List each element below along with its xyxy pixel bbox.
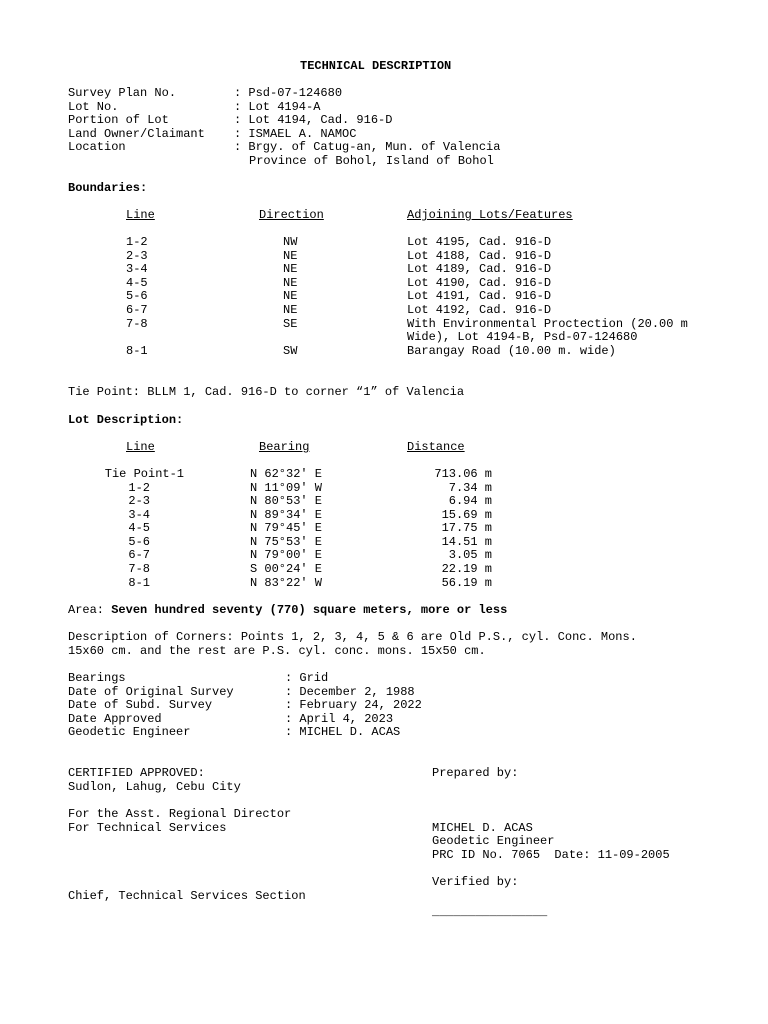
area-line — [68, 604, 507, 618]
original-survey-label: Date of Original Survey — [68, 685, 234, 699]
boundary-line: 6-7 — [126, 303, 148, 317]
lot-line: 6-7 — [128, 548, 150, 562]
lot-col-line: Line — [126, 440, 155, 454]
lot-bearing: N 89°34' E — [250, 508, 323, 522]
boundary-direction: NE — [283, 262, 298, 276]
boundary-direction: NW — [283, 235, 298, 249]
prc-id: PRC ID No. 7065 Date: 11-09-2005 — [432, 848, 670, 862]
lot-no-label: Lot No. — [68, 100, 119, 114]
subd-survey-value: : February 24, 2022 — [285, 698, 422, 712]
portion-label: Portion of Lot — [68, 113, 169, 127]
boundary-line: 7-8 — [126, 317, 148, 331]
lot-line: 5-6 — [128, 535, 150, 549]
boundary-direction: NE — [283, 276, 298, 290]
chief-technical-services: Chief, Technical Services Section — [68, 889, 306, 903]
lot-distance: 17.75 m — [441, 521, 492, 535]
lot-line: Tie Point-1 — [104, 467, 184, 481]
tie-point: Tie Point: BLLM 1, Cad. 916-D to corner “1” of Valencia — [68, 385, 465, 399]
certified-approved: CERTIFIED APPROVED: — [68, 766, 205, 780]
boundary-direction: SE — [283, 317, 298, 331]
boundaries-heading: Boundaries: — [68, 181, 148, 195]
area-value: Seven hundred seventy (770) square meters, more or less — [111, 603, 508, 617]
boundary-line: 8-1 — [126, 344, 148, 358]
boundaries-col-line: Line — [126, 208, 155, 222]
boundary-line: 2-3 — [126, 249, 148, 263]
boundary-direction: NE — [283, 289, 298, 303]
geodetic-engineer-label: Geodetic Engineer — [68, 725, 191, 739]
boundary-adjoining: Lot 4190, Cad. 916-D — [407, 276, 552, 290]
lot-col-distance: Distance — [407, 440, 465, 454]
boundary-direction: NE — [283, 303, 298, 317]
lot-distance: 6.94 m — [448, 494, 492, 508]
verified-by: Verified by: — [432, 875, 519, 889]
boundary-adjoining: Lot 4189, Cad. 916-D — [407, 262, 552, 276]
lot-bearing: N 79°45' E — [250, 521, 323, 535]
for-asst-director: For the Asst. Regional Director — [68, 807, 292, 821]
lot-description-heading: Lot Description: — [68, 413, 184, 427]
boundary-line: 1-2 — [126, 235, 148, 249]
owner-value: : ISMAEL A. NAMOC — [234, 127, 357, 141]
boundary-line: 3-4 — [126, 262, 148, 276]
geodetic-engineer-value: : MICHEL D. ACAS — [285, 725, 401, 739]
lot-distance: 14.51 m — [441, 535, 492, 549]
prepared-by: Prepared by: — [432, 766, 519, 780]
lot-line: 1-2 — [128, 481, 150, 495]
original-survey-value: : December 2, 1988 — [285, 685, 415, 699]
bearings-label: Bearings — [68, 671, 126, 685]
date-approved-value: : April 4, 2023 — [285, 712, 394, 726]
location-value: : Brgy. of Catug-an, Mun. of Valencia — [234, 140, 501, 154]
boundaries-col-adjoining: Adjoining Lots/Features — [407, 208, 573, 222]
lot-distance: 15.69 m — [441, 508, 492, 522]
subd-survey-label: Date of Subd. Survey — [68, 698, 213, 712]
corners-line2: 15x60 cm. and the rest are P.S. cyl. conc. mons. 15x50 cm. — [68, 644, 486, 658]
lot-distance: 3.05 m — [448, 548, 492, 562]
lot-bearing: N 62°32' E — [250, 467, 323, 481]
boundary-adjoining: Barangay Road (10.00 m. wide) — [407, 344, 616, 358]
lot-distance: 713.06 m — [434, 467, 492, 481]
boundary-adjoining: Wide), Lot 4194-B, Psd-07-124680 — [407, 330, 638, 344]
lot-bearing: N 75°53' E — [250, 535, 323, 549]
lot-line: 7-8 — [128, 562, 150, 576]
engineer-name: MICHEL D. ACAS — [432, 821, 533, 835]
boundary-direction: NE — [283, 249, 298, 263]
date-approved-label: Date Approved — [68, 712, 162, 726]
boundary-adjoining: With Environmental Proctection (20.00 m — [407, 317, 688, 331]
lot-distance: 56.19 m — [441, 576, 492, 590]
lot-bearing: N 11°09' W — [250, 481, 323, 495]
corners-line1: Description of Corners: Points 1, 2, 3, 4, 5 & 6 are Old P.S., cyl. Conc. Mons. — [68, 630, 637, 644]
boundary-direction: SW — [283, 344, 298, 358]
signature-line: ________________ — [432, 905, 548, 919]
lot-bearing: N 80°53' E — [250, 494, 323, 508]
lot-line: 3-4 — [128, 508, 150, 522]
certified-address: Sudlon, Lahug, Cebu City — [68, 780, 241, 794]
lot-line: 4-5 — [128, 521, 150, 535]
boundary-adjoining: Lot 4195, Cad. 916-D — [407, 235, 552, 249]
owner-label: Land Owner/Claimant — [68, 127, 205, 141]
lot-distance: 22.19 m — [441, 562, 492, 576]
document-title: TECHNICAL DESCRIPTION — [300, 59, 452, 73]
area-label: Area: — [68, 603, 105, 617]
boundary-adjoining: Lot 4188, Cad. 916-D — [407, 249, 552, 263]
boundary-line: 4-5 — [126, 276, 148, 290]
lot-distance: 7.34 m — [448, 481, 492, 495]
portion-value: : Lot 4194, Cad. 916-D — [234, 113, 393, 127]
for-technical-services: For Technical Services — [68, 821, 227, 835]
boundary-line: 5-6 — [126, 289, 148, 303]
engineer-title: Geodetic Engineer — [432, 834, 555, 848]
location-label: Location — [68, 140, 126, 154]
boundary-adjoining: Lot 4191, Cad. 916-D — [407, 289, 552, 303]
lot-line: 2-3 — [128, 494, 150, 508]
survey-plan-label: Survey Plan No. — [68, 86, 177, 100]
boundaries-col-direction: Direction — [259, 208, 324, 222]
survey-plan-value: : Psd-07-124680 — [234, 86, 343, 100]
lot-line: 8-1 — [128, 576, 150, 590]
lot-bearing: N 79°00' E — [250, 548, 323, 562]
lot-col-bearing: Bearing — [259, 440, 310, 454]
lot-no-value: : Lot 4194-A — [234, 100, 321, 114]
lot-bearing: N 83°22' W — [250, 576, 323, 590]
location-line2: Province of Bohol, Island of Bohol — [249, 154, 494, 168]
lot-bearing: S 00°24' E — [250, 562, 323, 576]
boundary-adjoining: Lot 4192, Cad. 916-D — [407, 303, 552, 317]
bearings-value: : Grid — [285, 671, 329, 685]
